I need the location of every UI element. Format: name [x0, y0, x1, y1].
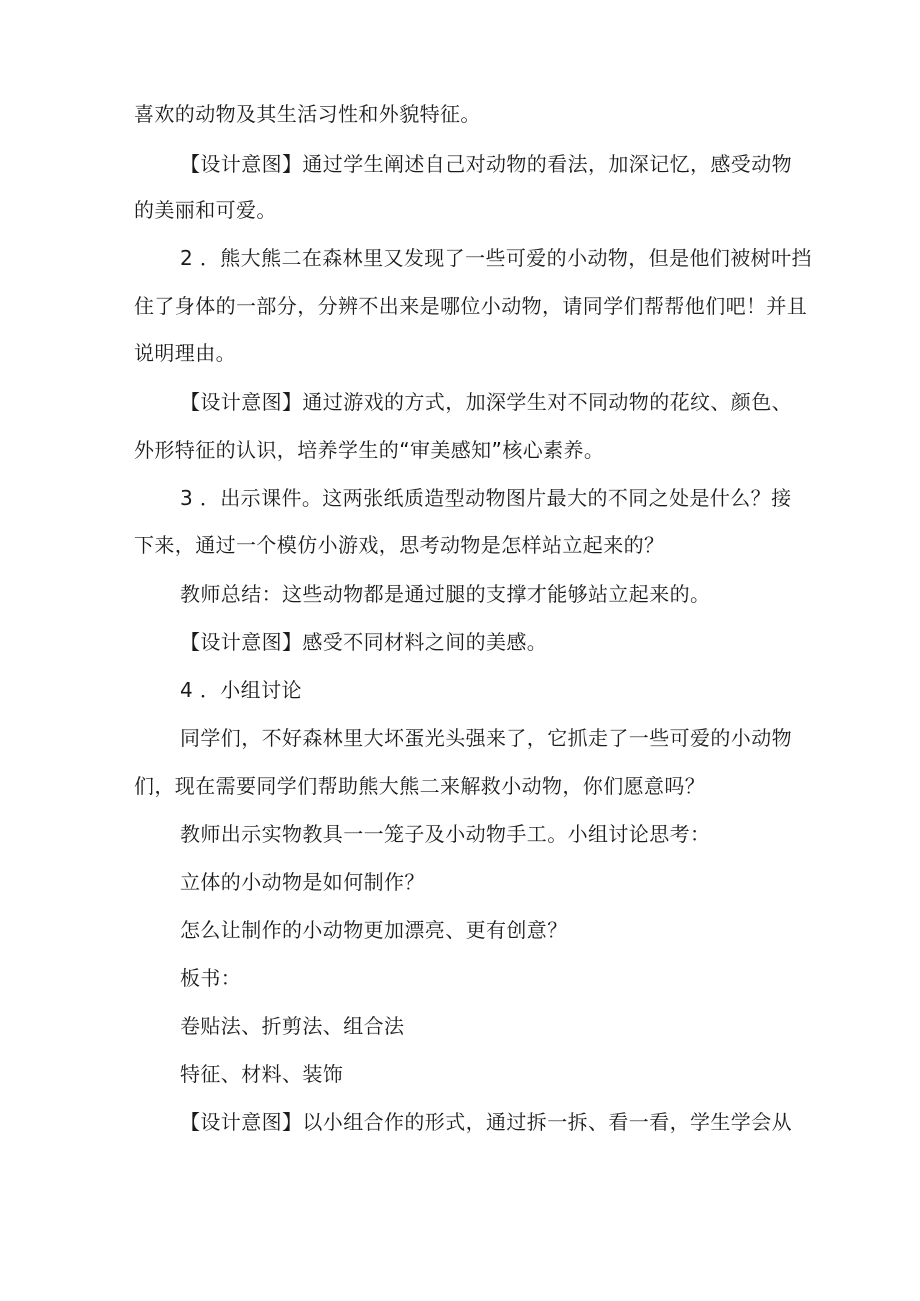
text-line: 同学们，不好森林里大坏蛋光头强来了，它抓走了一些可爱的小动物	[180, 726, 792, 750]
step-4-heading: 4 ．小组讨论	[180, 678, 302, 702]
blackboard-methods: 卷贴法、折剪法、组合法	[180, 1014, 405, 1038]
design-intent-line: 【设计意图】通过学生阐述自己对动物的看法，加深记忆，感受动物	[180, 152, 792, 176]
step-3-line: 3 ．出示课件。这两张纸质造型动物图片最大的不同之处是什么？接	[180, 486, 792, 510]
blackboard-elements: 特征、材料、装饰	[180, 1062, 344, 1086]
design-intent-line: 【设计意图】以小组合作的形式，通过拆一拆、看一看，学生学会从	[180, 1110, 792, 1134]
text-line: 外形特征的认识，培养学生的“审美感知”核心素养。	[134, 438, 605, 462]
design-intent-line: 【设计意图】通过游戏的方式，加深学生对不同动物的花纹、颜色、	[180, 390, 792, 414]
text-line: 住了身体的一部分，分辨不出来是哪位小动物，请同学们帮帮他们吧！并且	[134, 294, 808, 318]
text-line: 喜欢的动物及其生活习性和外貌特征。	[134, 102, 481, 126]
text-line: 教师出示实物教具一一笼子及小动物手工。小组讨论思考：	[180, 822, 711, 846]
discussion-question: 立体的小动物是如何制作？	[180, 870, 425, 894]
discussion-question: 怎么让制作的小动物更加漂亮、更有创意？	[180, 918, 568, 942]
blackboard-label: 板书：	[180, 966, 242, 990]
text-line: 下来，通过一个模仿小游戏，思考动物是怎样站立起来的？	[134, 533, 665, 557]
teacher-summary-line: 教师总结：这些动物都是通过腿的支撑才能够站立起来的。	[180, 582, 711, 606]
step-2-line: 2 ．熊大熊二在森林里又发现了一些可爱的小动物，但是他们被树叶挡	[180, 246, 812, 270]
text-line: 们，现在需要同学们帮助熊大熊二来解救小动物，你们愿意吗？	[134, 774, 706, 798]
design-intent-line: 【设计意图】感受不同材料之间的美感。	[180, 630, 548, 654]
text-line: 说明理由。	[134, 341, 236, 365]
text-line: 的美丽和可爱。	[134, 198, 277, 222]
